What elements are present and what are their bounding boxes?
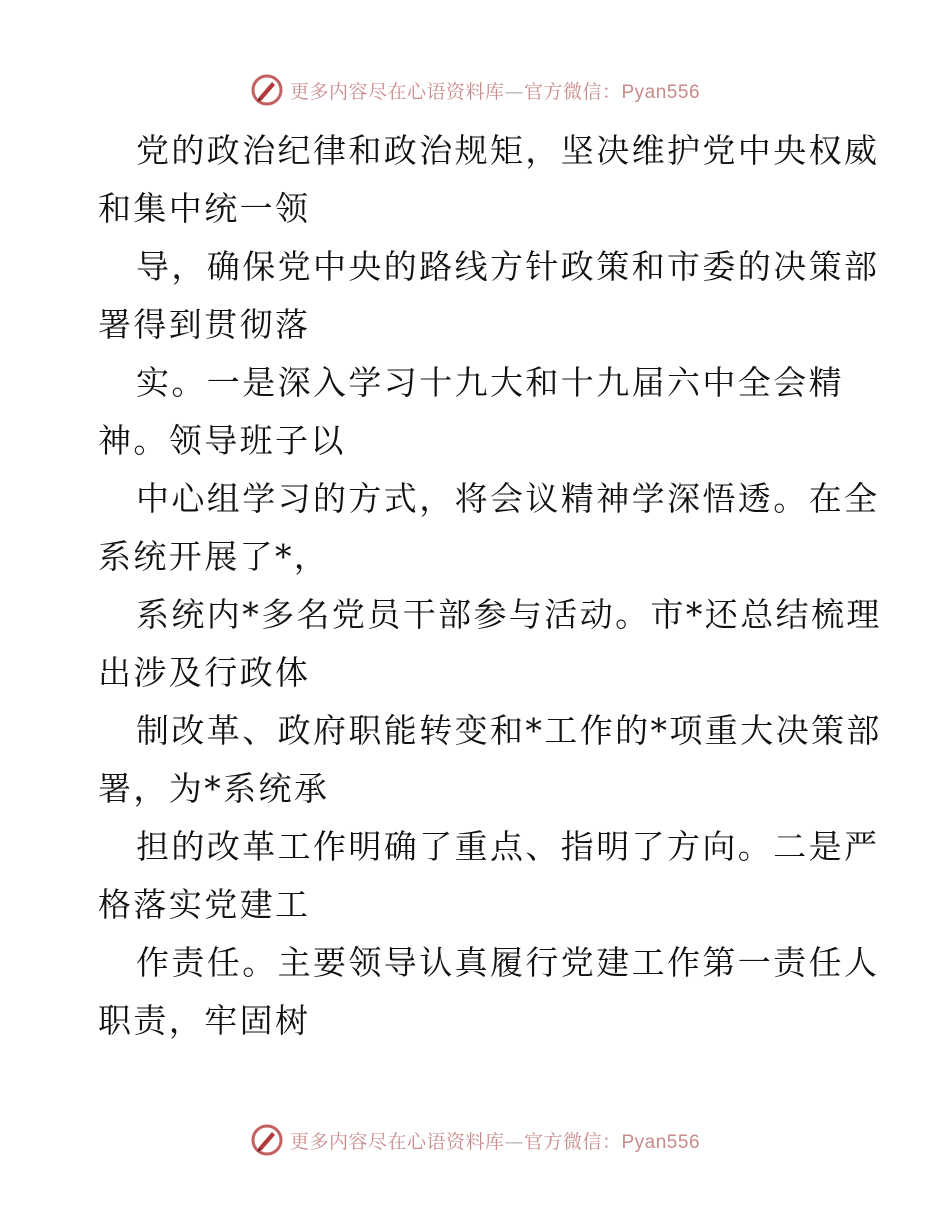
paragraph-7 [98, 818, 880, 934]
document-body [98, 122, 882, 1050]
pen-circle-logo-icon [250, 1123, 284, 1157]
paragraph-line: 出涉及行政体 [98, 653, 311, 692]
paragraph-line: 党的政治纪律和政治规矩，坚决维护党中央权威 [136, 131, 880, 170]
footer-watermark [0, 1120, 950, 1160]
paragraph-line: 神。领导班子以 [98, 421, 346, 460]
paragraph-line: 担的改革工作明确了重点、指明了方向。二是严 [136, 827, 880, 866]
paragraph-line: 中心组学习的方式，将会议精神学深悟透。在全 [136, 479, 880, 518]
watermark-slogan: 更多内容尽在心语资料库 [289, 80, 505, 103]
paragraph-4 [98, 470, 880, 586]
paragraph-line: 署，为*系统承 [98, 769, 330, 808]
header-watermark-text [290, 77, 700, 104]
paragraph-line: 制改革、政府职能转变和*工作的*项重大决策部 [136, 711, 882, 750]
paragraph-line: 格落实党建工 [98, 885, 311, 924]
paragraph-line: 系统开展了*， [98, 537, 330, 576]
watermark-dash: — [504, 80, 524, 103]
watermark-dash: — [504, 1130, 524, 1153]
header-watermark [0, 70, 950, 110]
paragraph-3 [98, 354, 858, 470]
paragraph-5 [98, 586, 882, 702]
paragraph-2 [98, 238, 880, 354]
paragraph-8 [98, 934, 880, 1050]
watermark-account: Pyan556 [621, 81, 701, 103]
paragraph-1 [98, 122, 880, 238]
paragraph-line: 和集中统一领 [98, 189, 311, 228]
watermark-label: 官方微信： [523, 1130, 622, 1153]
paragraph-line: 职责，牢固树 [98, 1001, 311, 1040]
footer-watermark-text [290, 1127, 700, 1154]
watermark-slogan: 更多内容尽在心语资料库 [289, 1130, 505, 1153]
paragraph-line: 导，确保党中央的路线方针政策和市委的决策部 [136, 247, 880, 286]
paragraph-line: 署得到贯彻落 [98, 305, 311, 344]
paragraph-line: 实。一是深入学习十九大和十九届六中全会精 [136, 363, 844, 402]
paragraph-6 [98, 702, 882, 818]
watermark-account: Pyan556 [621, 1131, 701, 1153]
paragraph-line: 系统内*多名党员干部参与活动。市*还总结梳理 [136, 595, 882, 634]
watermark-label: 官方微信： [523, 80, 622, 103]
pen-circle-logo-icon [250, 73, 284, 107]
paragraph-line: 作责任。主要领导认真履行党建工作第一责任人 [136, 943, 880, 982]
